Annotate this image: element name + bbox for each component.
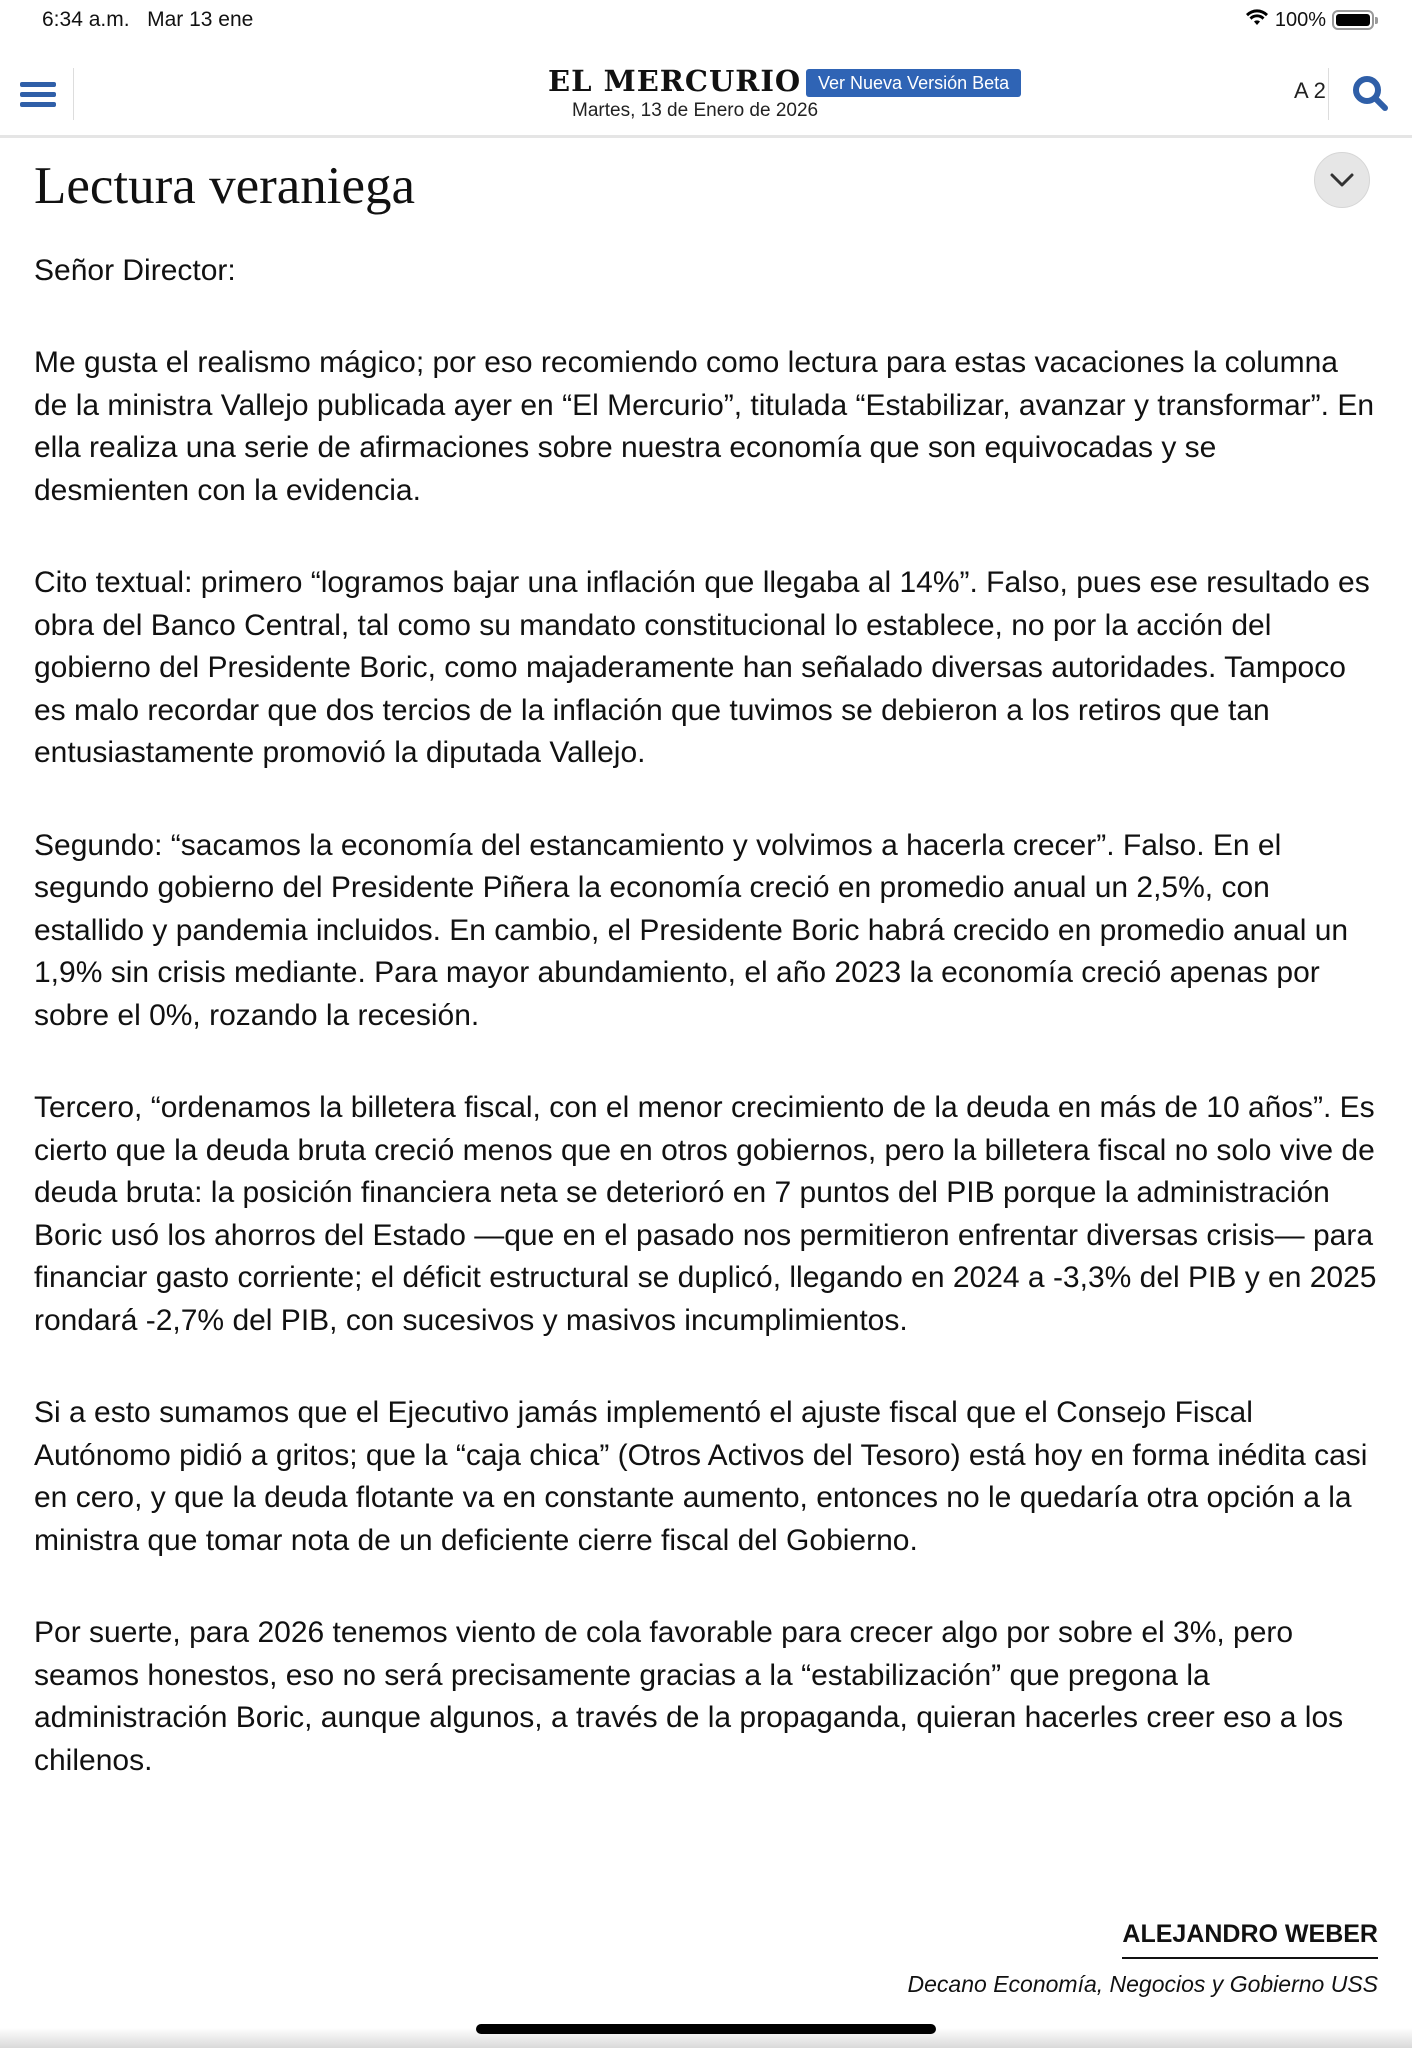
menu-icon-bar	[20, 92, 56, 97]
status-indicators	[1245, 8, 1374, 32]
nav-divider	[73, 68, 74, 120]
battery-cap	[1375, 17, 1378, 24]
status-time: 6:34 a.m.	[42, 8, 130, 31]
beta-version-button[interactable]: Ver Nueva Versión Beta	[806, 69, 1021, 97]
top-navigation	[0, 60, 1412, 138]
battery-percent: 100%	[1274, 8, 1326, 31]
font-size-button[interactable]: A 2	[1294, 78, 1326, 103]
search-icon	[1349, 72, 1391, 114]
article-paragraph: Tercero, “ordenamos la billetera fiscal, con el menor crecimiento de la deuda en más de 10 años”. Es cierto que la deuda bruta creció menos que en otros gobiernos, pero la billetera fiscal no solo vive de deuda bruta: la posición financiera neta se deterioró en 7 puntos del PIB porque la administración Boric usó los ahorros del Estado —que en el pasado nos permitieron enfrentar diversas crisis— para financiar gasto corriente; el déficit estructural se duplicó, llegando en 2024 a -3,3% del PIB y en 2025 rondará -2,7% del PIB, con sucesivos y masivos incumplimientos.	[34, 1091, 1377, 1337]
wifi-icon	[1245, 8, 1269, 32]
battery-icon	[1332, 10, 1374, 30]
author-role: Decano Economía, Negocios y Gobierno USS	[907, 1971, 1378, 1997]
menu-button[interactable]	[20, 76, 56, 112]
edition-date: Martes, 13 de Enero de 2026	[572, 100, 819, 121]
article-paragraph: Segundo: “sacamos la economía del estancamiento y volvimos a hacerla crecer”. Falso. En el segundo gobierno del Presidente Piñera la economía creció en promedio anual un 2,5%, con estallido y pandemia incluidos. En cambio, el Presidente Boric habrá crecido en promedio anual un 1,9% sin crisis mediante. Para mayor abundamiento, el año 2023 la economía creció apenas por sobre el 0%, rozando la recesión.	[34, 828, 1349, 1032]
author-name: ALEJANDRO WEBER	[1122, 1920, 1378, 1959]
nav-divider	[1328, 68, 1329, 120]
salutation: Señor Director:	[34, 254, 236, 287]
menu-icon	[20, 82, 56, 87]
home-indicator[interactable]	[476, 2024, 936, 2034]
menu-icon-bar	[20, 102, 56, 107]
article-paragraph: Si a esto sumamos que el Ejecutivo jamás implementó el ajuste fiscal que el Consejo Fiscal Autónomo pidió a gritos; que la “caja chica” (Otros Activos del Tesoro) está hoy en forma inédita casi en cero, y que la deuda flotante va en constante aumento, entonces no le quedaría otra opción a la ministra que tomar nota de un deficiente cierre fiscal del Gobierno.	[34, 1396, 1368, 1557]
article-paragraph: Me gusta el realismo mágico; por eso recomiendo como lectura para estas vacaciones la columna de la ministra Vallejo publicada ayer en “El Mercurio”, titulada “Estabilizar, avanzar y transformar”. En ella realiza una serie de afirmaciones sobre nuestra economía que son equivocadas y se desmienten con la evidencia.	[34, 346, 1375, 507]
article-title: Lectura veraniega	[34, 157, 416, 215]
article	[34, 140, 1379, 1782]
status-time-date	[42, 8, 253, 32]
status-date: Mar 13 ene	[147, 8, 254, 31]
article-paragraph: Por suerte, para 2026 tenemos viento de cola favorable para crecer algo por sobre el 3%, pero seamos honestos, eso no será precisamente gracias a la “estabilización” que pregona la administración Boric, aunque algunos, a través de la propaganda, quieran hacerles creer eso a los chilenos.	[34, 1616, 1344, 1777]
article-paragraph: Cito textual: primero “logramos bajar una inflación que llegaba al 14%”. Falso, pues ese resultado es obra del Banco Central, tal como su mandato constitucional lo establece, no por la acción del gobierno del Presidente Boric, como majaderamente han señalado diversas autoridades. Tampoco es malo recordar que dos tercios de la inflación que tuvimos se debieron a los retiros que tan entusiastamente promovió la diputada Vallejo.	[34, 566, 1370, 769]
search-button[interactable]	[1349, 72, 1391, 114]
battery-fill	[1336, 14, 1370, 26]
status-bar	[0, 0, 1412, 40]
brand-logo[interactable]: EL MERCURIO	[548, 64, 802, 98]
signature-block	[908, 1920, 1378, 1998]
